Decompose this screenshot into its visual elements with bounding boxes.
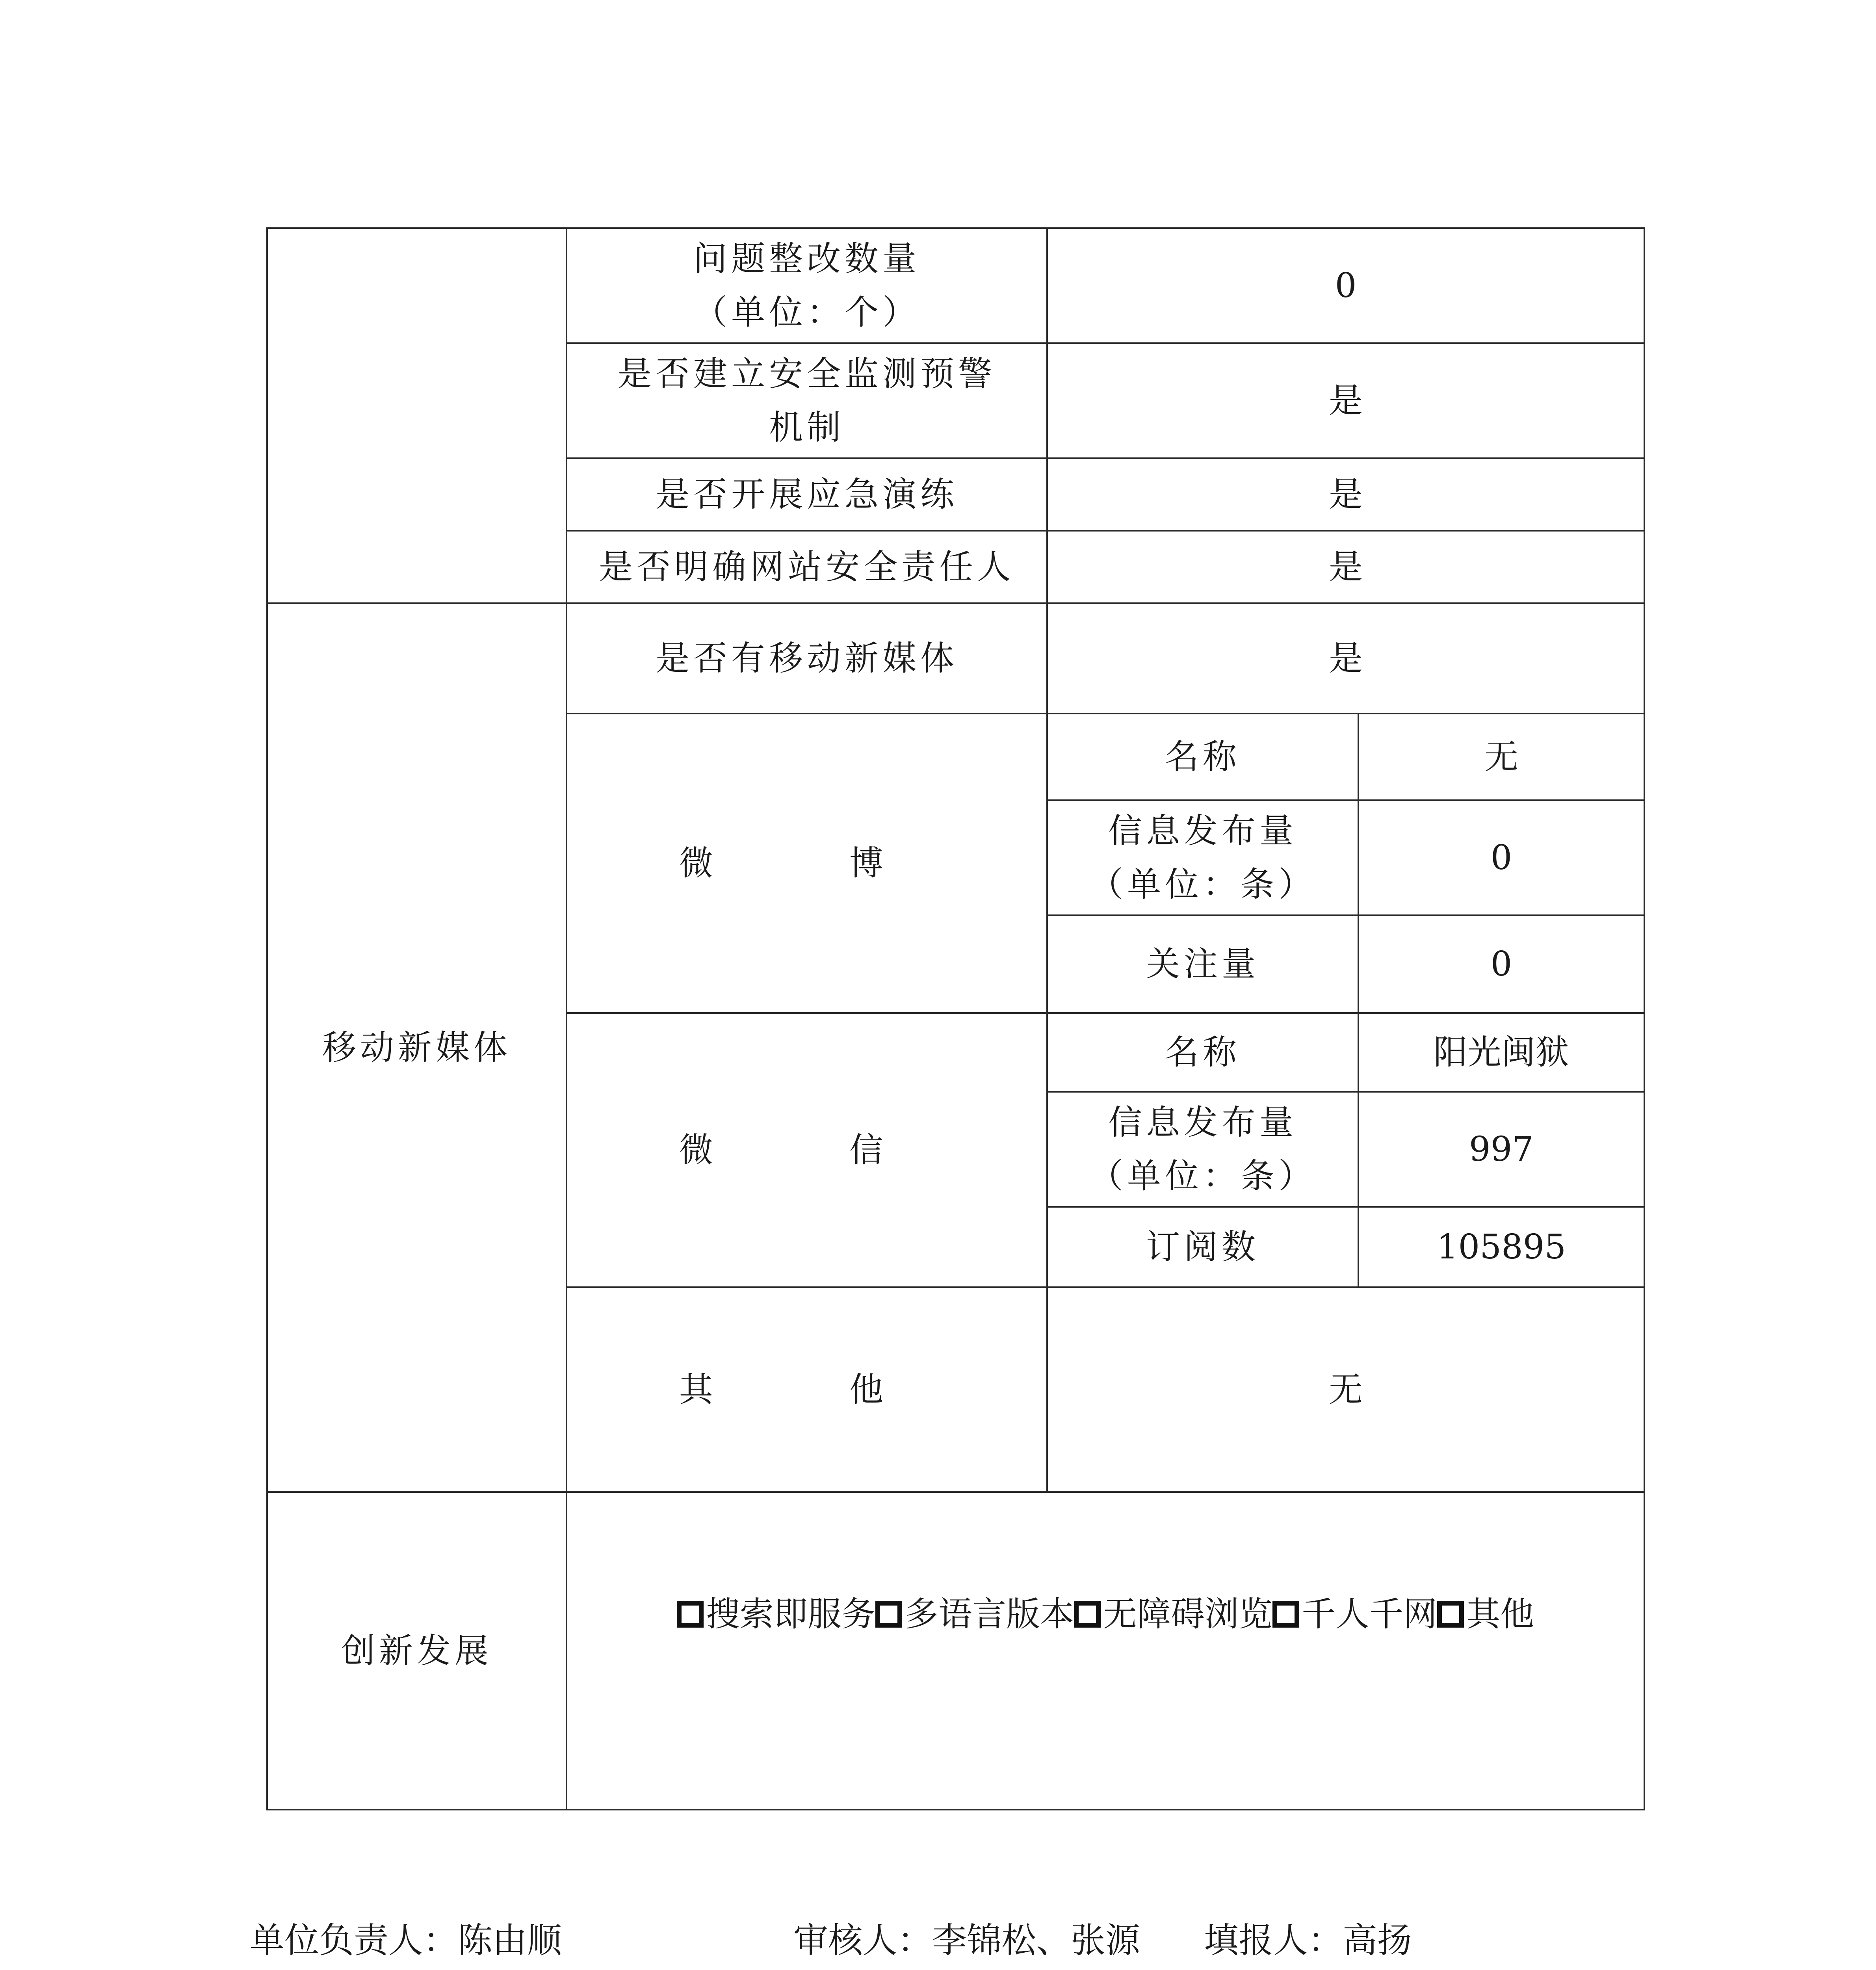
weibo-followers-label: 关注量 <box>1047 915 1358 1013</box>
wechat-name-value: 阳光闽狱 <box>1358 1013 1644 1092</box>
weibo-posts-value: 0 <box>1358 800 1644 915</box>
security-owner-value: 是 <box>1047 531 1644 603</box>
innovation-option[interactable] <box>677 1587 875 1641</box>
innovation-option[interactable] <box>1437 1587 1534 1641</box>
other-media-value: 无 <box>1047 1287 1644 1492</box>
reviewer: 审核人：李锦松、张源 <box>793 1920 1140 1961</box>
filler: 填报人：高扬 <box>1204 1920 1412 1961</box>
innovation-option[interactable] <box>1272 1587 1437 1641</box>
option-label: 多语言版本 <box>905 1595 1074 1634</box>
weibo-name-value: 无 <box>1358 714 1644 800</box>
unit-head: 单位负责人：陈由顺 <box>250 1920 562 1961</box>
wechat-posts-value: 997 <box>1358 1092 1644 1207</box>
checkbox-icon <box>1272 1601 1299 1628</box>
checkbox-icon <box>1437 1601 1464 1628</box>
option-label: 无障碍浏览 <box>1103 1595 1272 1634</box>
emergency-drill-value: 是 <box>1047 458 1644 531</box>
emergency-drill-label: 是否开展应急演练 <box>567 458 1047 531</box>
issue-fix-count-value: 0 <box>1047 228 1644 343</box>
checkbox-icon <box>875 1601 902 1628</box>
innovation-label: 创新发展 <box>267 1492 567 1810</box>
monitoring-mechanism-value: 是 <box>1047 343 1644 458</box>
security-owner-label: 是否明确网站安全责任人 <box>567 531 1047 603</box>
wechat-label: 微 信 <box>567 1013 1047 1287</box>
weibo-name-label: 名称 <box>1047 714 1358 800</box>
wechat-name-label: 名称 <box>1047 1013 1358 1092</box>
option-label: 千人千网 <box>1302 1595 1437 1634</box>
innovation-option[interactable] <box>1074 1587 1272 1641</box>
weibo-posts-label: 信息发布量 （单位：条） <box>1047 800 1358 915</box>
mobile-media-section-label: 移动新媒体 <box>267 603 567 1492</box>
monitoring-mechanism-label: 是否建立安全监测预警 机制 <box>567 343 1047 458</box>
weibo-label: 微 博 <box>567 714 1047 1013</box>
table-row <box>267 228 1644 343</box>
option-label: 其他 <box>1466 1595 1534 1634</box>
has-mobile-media-label: 是否有移动新媒体 <box>567 603 1047 714</box>
report-table <box>266 227 1645 1810</box>
checkbox-icon <box>1074 1601 1101 1628</box>
table-row <box>267 603 1644 714</box>
has-mobile-media-value: 是 <box>1047 603 1644 714</box>
weibo-followers-value: 0 <box>1358 915 1644 1013</box>
option-label: 搜索即服务 <box>706 1595 875 1634</box>
table-row <box>267 1492 1644 1810</box>
section-label-empty <box>267 228 567 603</box>
wechat-subscribers-label: 订阅数 <box>1047 1207 1358 1287</box>
innovation-option[interactable] <box>875 1587 1074 1641</box>
wechat-posts-label: 信息发布量 （单位：条） <box>1047 1092 1358 1207</box>
innovation-options <box>567 1492 1644 1810</box>
other-media-label: 其 他 <box>567 1287 1047 1492</box>
wechat-subscribers-value: 105895 <box>1358 1207 1644 1287</box>
issue-fix-count-label: 问题整改数量 （单位：个） <box>567 228 1047 343</box>
checkbox-icon <box>677 1601 704 1628</box>
